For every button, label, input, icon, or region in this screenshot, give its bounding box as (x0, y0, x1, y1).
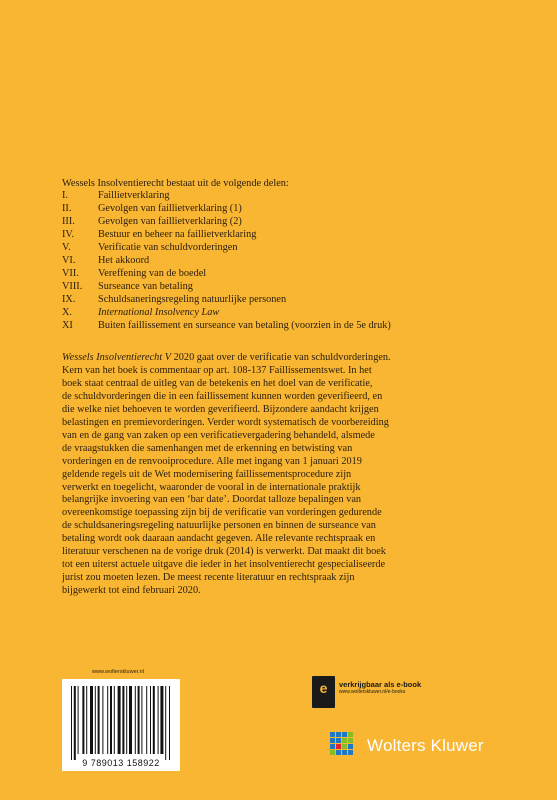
part-title: Surseance van betaling (98, 280, 193, 292)
barcode-bar (126, 686, 127, 754)
part-number: V. (62, 241, 71, 253)
barcode-bar (141, 686, 142, 754)
logo-text: Wolters Kluwer (367, 736, 484, 755)
part-number: X. (62, 306, 73, 318)
barcode-bar (122, 686, 124, 754)
part-item (62, 190, 502, 203)
part-title: Het akkoord (98, 254, 150, 266)
part-number: XI (62, 319, 73, 331)
part-title: International Insolvency Law (98, 306, 220, 318)
description-line: verwerkt en toegelicht, waaronder de vooral in de internationale praktijk (62, 481, 361, 493)
ebook-text (339, 680, 421, 696)
website-url: www.wolterskluwer.nl (92, 669, 144, 675)
part-number: I. (62, 190, 69, 201)
barcode-number: 9 789013 158922 (82, 758, 160, 768)
description-line: geldende regels uit de Wet modernisering faillissementsprocedure zijn (62, 468, 352, 480)
barcode-bar (114, 686, 115, 754)
part-title: Faillietverklaring (98, 190, 170, 201)
barcode-bar (165, 686, 166, 760)
wolters-kluwer-logo (329, 731, 484, 761)
description-line: literatuur verschenen na de vorige druk (2014) is verwerkt. Dat maakt dit boek (62, 546, 386, 558)
barcode-bar (90, 686, 93, 754)
description-line: die welke niet behoeven te worden geverifieerd. Bijzondere aandacht krijgen (62, 403, 379, 415)
description-first-line (62, 352, 417, 365)
barcode-bar (78, 686, 79, 754)
barcode-bar (110, 686, 112, 754)
part-title: Vereffening van de boedel (98, 267, 207, 279)
part-item (62, 242, 502, 255)
barcode-bar (102, 686, 103, 754)
description-line: jurist zou moeten lezen. De meest recente literatuur en rechtspraak zijn (62, 572, 355, 584)
barcode-bar (98, 686, 100, 754)
part-number: VIII. (62, 280, 83, 292)
description-line: vorderingen en de renvooiprocedure. Alle met ingang van 1 januari 2019 (62, 455, 362, 467)
description-line: de schuldvorderingen die in een faillissement kunnen worden geverifieerd, en (62, 390, 383, 402)
part-item (62, 216, 502, 229)
part-title: Schuldsaneringsregeling natuurlijke personen (98, 293, 287, 305)
ebook-icon: e (312, 676, 335, 708)
description-line: betaling wordt ook daaraan aandacht gegeven. Alle relevante rechtspraak en (62, 533, 376, 545)
barcode-bar (118, 686, 121, 754)
barcode-bar (169, 686, 170, 760)
description-line: boek staat centraal de uitleg van de betekenis en het doel van de verificatie, (62, 377, 373, 389)
part-item (62, 203, 502, 216)
description-line: overeenkomstige toepassing zijn bij de verificatie van vorderingen gedurende (62, 507, 382, 519)
part-number: VI. (62, 254, 76, 266)
part-title: Bestuur en beheer na faillietverklaring (98, 228, 257, 240)
ebook-url: www.wolterskluwer.nl/e-books (339, 689, 406, 695)
part-title: Gevolgen van faillietverklaring (2) (98, 215, 242, 227)
description-line: belangrijke invoering van een ‘bar date’. Doordat talloze bepalingen van (62, 494, 362, 506)
description-line: Kern van het boek is commentaar op art. 108-137 Faillissementswet. In het (62, 364, 372, 376)
description-line: de schuldsaneringsregeling natuurlijke personen en binnen de surseance van (62, 520, 376, 532)
description-line: belastingen en premievorderingen. Verder wordt systematisch de voorbereiding (62, 416, 389, 428)
part-title: Gevolgen van faillietverklaring (1) (98, 202, 242, 214)
logo-mark-icon (329, 731, 359, 761)
description-lead: Wessels Insolventierecht V (62, 352, 172, 363)
description (62, 352, 417, 598)
intro-text: Wessels Insolventierecht bestaat uit de volgende delen: (62, 178, 289, 189)
part-item (62, 320, 502, 333)
part-title: Verificatie van schuldvorderingen (98, 241, 238, 253)
part-number: VII. (62, 267, 79, 279)
barcode-bar (146, 686, 147, 754)
part-number: IX. (62, 293, 76, 305)
barcode-bar (129, 686, 132, 754)
barcode-bar (160, 686, 163, 754)
ebook-badge (312, 676, 421, 708)
part-item (62, 294, 502, 307)
description-line: van en de gang van zaken op een verificatievergadering behandeld, alsmede (62, 429, 375, 441)
barcode-bar (138, 686, 140, 754)
part-item (62, 307, 502, 320)
part-item (62, 229, 502, 242)
part-number: IV. (62, 228, 75, 240)
barcode-bar (82, 686, 84, 754)
part-number: II. (62, 202, 72, 214)
barcode-bar (153, 686, 155, 754)
part-number: III. (62, 215, 75, 227)
barcode-bar (150, 686, 151, 754)
description-first-line-rest: 2020 gaat over de verificatie van schuldvorderingen. (171, 352, 391, 363)
ebook-title: verkrijgbaar als e-book (339, 680, 422, 689)
description-line: bijgewerkt tot eind februari 2020. (62, 585, 201, 597)
barcode-bar (71, 686, 72, 760)
barcode-bar (95, 686, 96, 754)
part-title: Buiten faillissement en surseance van betaling (voorzien in de 5e druk) (98, 319, 391, 331)
barcode-bar (158, 686, 159, 754)
description-lines (62, 365, 417, 598)
part-item (62, 281, 502, 294)
description-line: de vraagstukken die samenhangen met de erkenning en betwisting van (62, 442, 353, 454)
part-item (62, 268, 502, 281)
barcode-bar (107, 686, 108, 754)
barcode-bar (135, 686, 136, 754)
barcode-bar (74, 686, 76, 760)
part-item (62, 255, 502, 268)
description-line: tot een uiterst actuele uitgave die ieder in het insolventierecht gespecialiseerde (62, 559, 386, 571)
barcode-bar (86, 686, 87, 754)
parts-list (62, 190, 502, 332)
